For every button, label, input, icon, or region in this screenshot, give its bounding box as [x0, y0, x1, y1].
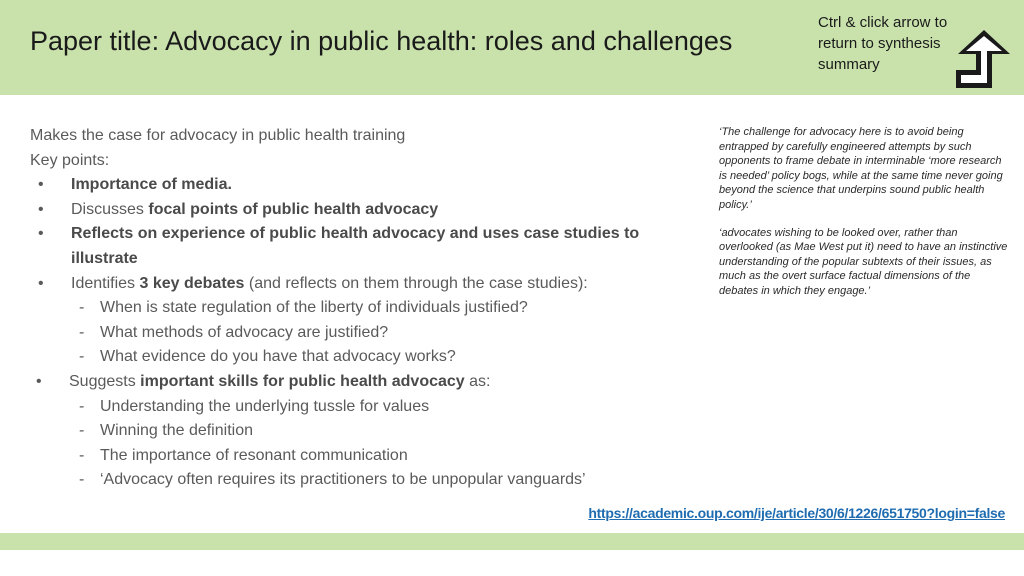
sub-item-text: Winning the definition — [100, 422, 253, 440]
bullet-glyph: • — [38, 200, 44, 218]
sub-item-text: What evidence do you have that advocacy works? — [100, 348, 456, 366]
bullet-item — [30, 198, 700, 223]
return-arrow-icon[interactable] — [944, 30, 1010, 90]
sub-item-text: What methods of advocacy are justified? — [100, 323, 389, 341]
sub-item-text: The importance of resonant communication — [100, 446, 408, 464]
sub-item — [30, 345, 700, 370]
quotes-panel — [719, 125, 1009, 299]
bullet-bold-text: important skills for public health advocacy — [140, 372, 465, 390]
dash-glyph: - — [79, 471, 85, 489]
header-band — [0, 0, 1024, 95]
dash-glyph: - — [79, 323, 85, 341]
bullet-text: (and reflects on them through the case studies): — [244, 274, 588, 292]
sub-item-text: ‘Advocacy often requires its practitioners to be unpopular vanguards’ — [100, 471, 586, 489]
dash-glyph: - — [79, 299, 85, 317]
dash-glyph: - — [79, 446, 85, 464]
quote-text: ‘The challenge for advocacy here is to avoid being entrapped by carefully engineered attempts by such opponents to frame debate in interminable ‘more research is needed’ policy bogs, while at the same time never going beyond the science that underpins sound public health policy.’ — [719, 126, 1003, 211]
sub-item — [30, 468, 700, 493]
bullet-item — [30, 222, 700, 247]
dash-glyph: - — [79, 348, 85, 366]
bullet-bold-text: 3 key debates — [139, 274, 245, 292]
sub-item — [30, 419, 700, 444]
bullet-glyph: • — [38, 176, 44, 194]
sub-item — [30, 444, 700, 469]
sub-item-text: Understanding the underlying tussle for values — [100, 397, 430, 415]
intro-line: Makes the case for advocacy in public health training — [30, 127, 406, 144]
footer-band — [0, 533, 1024, 550]
bullet-bold-text: Reflects on experience of public health advocacy and uses case studies to — [71, 225, 640, 243]
bullet-text: as: — [464, 372, 491, 390]
bullet-glyph: • — [38, 225, 44, 243]
bullet-continuation — [30, 247, 700, 272]
sub-item-text: When is state regulation of the liberty of individuals justified? — [100, 299, 528, 317]
bullet-text: Suggests — [69, 372, 141, 390]
bullet-bold-text: focal points of public health advocacy — [148, 200, 439, 218]
page-title: Paper title: Advocacy in public health: roles and challenges — [30, 26, 733, 56]
dash-glyph: - — [79, 422, 85, 440]
bullet-bold-text: illustrate — [71, 249, 138, 267]
source-link[interactable]: https://academic.oup.com/ije/article/30/6/1226/651750?login=false — [588, 505, 1005, 521]
sub-item — [30, 395, 700, 420]
bullet-item — [30, 272, 700, 297]
key-points-label: Key points: — [30, 151, 110, 169]
bullet-item — [30, 370, 700, 395]
quote-text: ‘advocates wishing to be looked over, rather than overlooked (as Mae West put it) need to have an instinctive understanding of the popular subtexts of their issues, as much as the overt surface factual dimensions of the debates in which they engage.’ — [719, 226, 1008, 297]
navigation-hint: Ctrl & click arrow to return to synthesis summary — [818, 14, 948, 73]
summary-content — [30, 124, 700, 493]
bullet-text: Discusses — [71, 200, 149, 218]
sub-item — [30, 296, 700, 321]
bullet-text: Identifies — [71, 274, 140, 292]
bullet-item — [30, 173, 700, 198]
sub-item — [30, 321, 700, 346]
bullet-glyph: • — [36, 372, 42, 390]
dash-glyph: - — [79, 397, 85, 415]
bullet-glyph: • — [38, 274, 44, 292]
bullet-bold-text: Importance of media. — [71, 176, 232, 194]
